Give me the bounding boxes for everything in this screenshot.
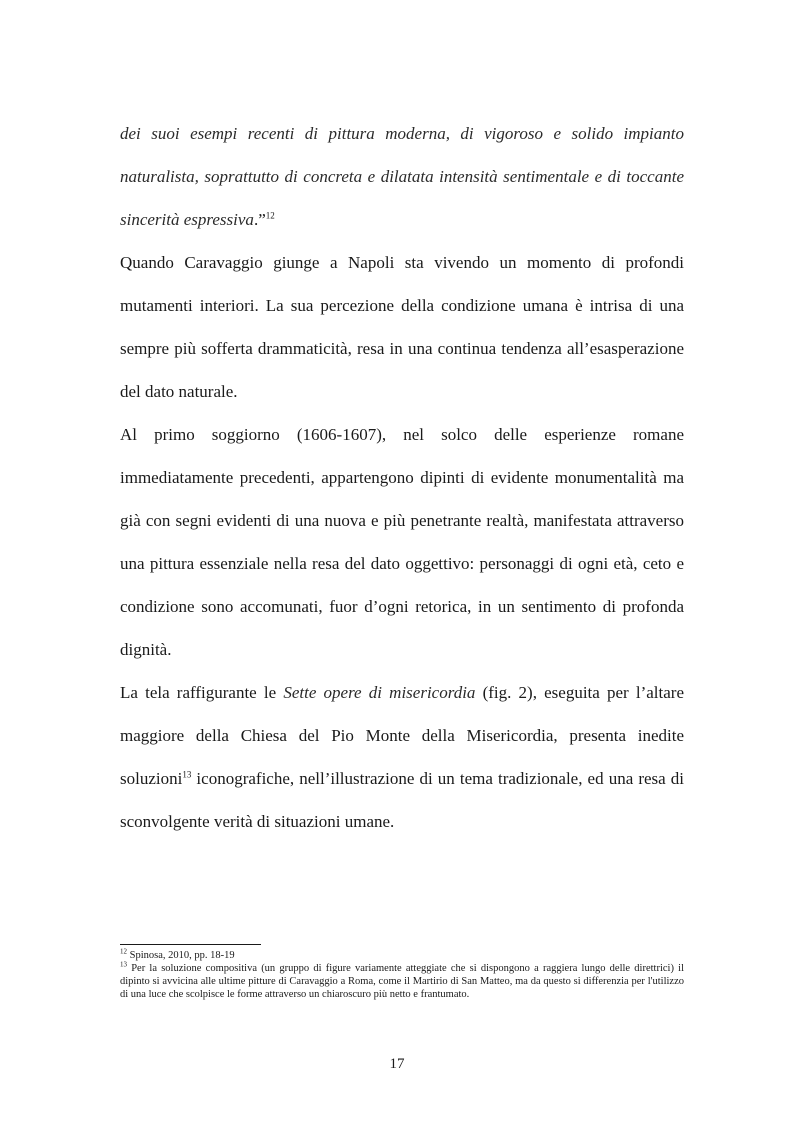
p4-after2: iconografiche, nell’illustrazione di un tema tradizionale, ed una resa di sconvolgente verità di situazioni umane.	[120, 769, 684, 831]
footnote-ref-12[interactable]: 12	[265, 210, 275, 221]
footnote-divider	[120, 944, 261, 945]
footnote-12	[120, 949, 684, 962]
paragraph-sette-opere	[120, 671, 684, 843]
quote-close: .”	[253, 210, 266, 229]
footnotes	[120, 944, 684, 1001]
p4-after1: (fig. 2), eseguita per l’altare maggiore della Chiesa del Pio Monte della Misericordia, presenta inedite soluzioni	[120, 683, 684, 788]
footnote-text: Per la soluzione compositiva (un gruppo di figure variamente atteggiate che si dispongono a raggiera lungo delle direttrici) il dipinto si avvicina alle ultime pitture di Caravaggio a Roma, come il Martirio di San Matteo, ma da questo si differenzia per l'utilizzo di una luce che scolpisce le forme attraverso un chiaroscuro più netto e frantumato.	[120, 963, 684, 1000]
footnote-number: 13	[120, 960, 127, 969]
page-number: 17	[389, 1056, 405, 1072]
footnote-13	[120, 962, 684, 1001]
artwork-title: Sette opere di misericordia	[283, 683, 476, 702]
paragraph-primo-soggiorno: Al primo soggiorno (1606-1607), nel solco delle esperienze romane immediatamente precedenti, appartengono dipinti di evidente monumentalità ma già con segni evidenti di una nuova e più penetrante realtà, manifestata attraverso una pittura essenziale nella resa del dato oggettivo: personaggi di ogni età, ceto e condizione sono accomunati, fuor d’ogni retorica, in un sentimento di profonda dignità.	[120, 425, 684, 659]
paragraph-quote	[120, 112, 684, 241]
footnote-number: 12	[120, 947, 127, 956]
p4-before: La tela raffigurante le	[120, 683, 284, 702]
quote-text: dei suoi esempi recenti di pittura moderna, di vigoroso e solido impianto naturalista, soprattutto di concreta e dilatata intensità sentimentale e di toccante sincerità espressiva	[120, 124, 684, 229]
body-text	[120, 112, 684, 843]
footnote-ref-13[interactable]: 13	[182, 769, 192, 780]
footnote-text: Spinosa, 2010, pp. 18-19	[127, 950, 235, 961]
paragraph-napoli: Quando Caravaggio giunge a Napoli sta vivendo un momento di profondi mutamenti interiori. La sua percezione della condizione umana è intrisa di una sempre più sofferta drammaticità, resa in una continua tendenza all’esasperazione del dato naturale.	[120, 253, 684, 401]
